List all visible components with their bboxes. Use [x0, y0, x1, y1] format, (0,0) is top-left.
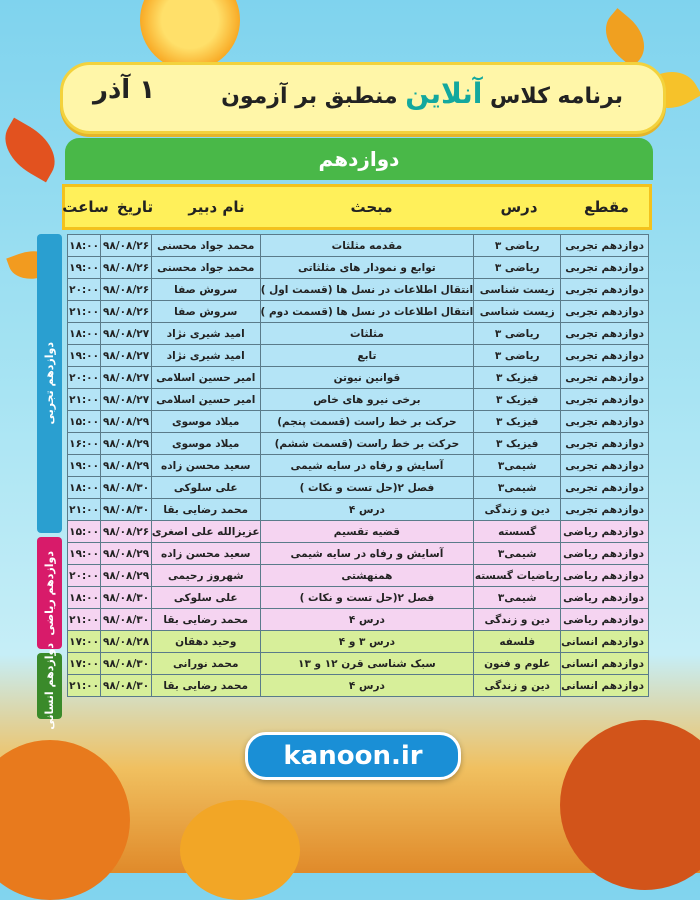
cell-teacher: محمد رضایی بقا	[151, 609, 260, 631]
cell-grade: دوازدهم تجربی	[561, 323, 649, 345]
cell-time: ۱۷:۰۰	[68, 653, 101, 675]
cell-date: ۹۸/۰۸/۲۹	[101, 455, 152, 477]
cell-lesson: فیزیک ۳	[474, 367, 561, 389]
cell-date: ۹۸/۰۸/۲۷	[101, 389, 152, 411]
leaf-decoration	[594, 8, 655, 68]
table-row	[68, 301, 649, 323]
cell-time: ۲۱:۰۰	[68, 389, 101, 411]
cell-grade: دوازدهم ریاضی	[561, 543, 649, 565]
cell-grade: دوازدهم ریاضی	[561, 565, 649, 587]
col-header-teacher: نام دبیر	[188, 198, 245, 216]
schedule-table	[67, 234, 649, 697]
cell-topic: قضیه تقسیم	[260, 521, 474, 543]
table-row	[68, 389, 649, 411]
sun-decoration	[140, 0, 240, 70]
cell-topic: توابع و نمودار های مثلثاتی	[260, 257, 474, 279]
grade-heading: دوازدهم	[65, 138, 653, 180]
cell-lesson: ریاضی ۳	[474, 235, 561, 257]
cell-teacher: شهروز رحیمی	[151, 565, 260, 587]
cell-topic: انتقال اطلاعات در نسل ها (قسمت اول )	[260, 279, 474, 301]
cell-time: ۱۹:۰۰	[68, 257, 101, 279]
group-label-riazi	[37, 537, 62, 649]
cell-time: ۱۸:۰۰	[68, 477, 101, 499]
table-row	[68, 543, 649, 565]
cell-grade: دوازدهم تجربی	[561, 279, 649, 301]
group-label-text: دوازدهم تجربی	[43, 342, 56, 425]
table-row	[68, 235, 649, 257]
cell-time: ۱۹:۰۰	[68, 345, 101, 367]
cell-lesson: فیزیک ۳	[474, 411, 561, 433]
cell-lesson: شیمی۳	[474, 543, 561, 565]
cell-date: ۹۸/۰۸/۲۹	[101, 543, 152, 565]
tree-decoration	[560, 720, 700, 890]
cell-topic: مثلثات	[260, 323, 474, 345]
cell-lesson: شیمی۳	[474, 587, 561, 609]
cell-teacher: علی سلوکی	[151, 477, 260, 499]
cell-date: ۹۸/۰۸/۳۰	[101, 587, 152, 609]
table-row	[68, 345, 649, 367]
banner-date: ۱ آذر	[93, 75, 156, 105]
cell-teacher: امیر حسین اسلامی	[151, 389, 260, 411]
cell-grade: دوازدهم تجربی	[561, 235, 649, 257]
table-row	[68, 367, 649, 389]
cell-grade: دوازدهم تجربی	[561, 345, 649, 367]
cell-teacher: امیر حسین اسلامی	[151, 367, 260, 389]
page-title	[221, 77, 623, 110]
cell-date: ۹۸/۰۸/۲۷	[101, 367, 152, 389]
cell-lesson: دین و زندگی	[474, 609, 561, 631]
table-row	[68, 565, 649, 587]
cell-teacher: میلاد موسوی	[151, 411, 260, 433]
title-part: برنامه کلاس	[490, 84, 623, 109]
table-row	[68, 587, 649, 609]
cell-time: ۲۰:۰۰	[68, 367, 101, 389]
table-row	[68, 323, 649, 345]
cell-date: ۹۸/۰۸/۳۰	[101, 653, 152, 675]
cell-grade: دوازدهم انسانی	[561, 675, 649, 697]
table-row	[68, 499, 649, 521]
cell-teacher: امید شیری نژاد	[151, 323, 260, 345]
group-label-text: دوازدهم انسانی	[43, 642, 56, 730]
cell-date: ۹۸/۰۸/۲۹	[101, 565, 152, 587]
cell-topic: سبک شناسی قرن ۱۲ و ۱۳	[260, 653, 474, 675]
col-header-grade: مقطع	[584, 198, 629, 216]
cell-grade: دوازدهم تجربی	[561, 499, 649, 521]
cell-time: ۲۱:۰۰	[68, 675, 101, 697]
cell-grade: دوازدهم تجربی	[561, 477, 649, 499]
cell-time: ۲۱:۰۰	[68, 301, 101, 323]
cell-lesson: فیزیک ۳	[474, 389, 561, 411]
cell-topic: درس ۴	[260, 609, 474, 631]
table-row	[68, 433, 649, 455]
cell-teacher: محمد رضایی بقا	[151, 499, 260, 521]
cell-grade: دوازدهم تجربی	[561, 301, 649, 323]
cell-teacher: محمد رضایی بقا	[151, 675, 260, 697]
cell-topic: درس ۴	[260, 675, 474, 697]
cell-topic: مقدمه مثلثات	[260, 235, 474, 257]
table-row	[68, 279, 649, 301]
cell-date: ۹۸/۰۸/۲۶	[101, 279, 152, 301]
cell-topic: درس ۳ و ۴	[260, 631, 474, 653]
cell-teacher: محمد جواد محسنی	[151, 235, 260, 257]
cell-time: ۱۸:۰۰	[68, 587, 101, 609]
col-header-lesson: درس	[500, 198, 538, 216]
cell-topic: انتقال اطلاعات در نسل ها (قسمت دوم )	[260, 301, 474, 323]
cell-time: ۱۵:۰۰	[68, 521, 101, 543]
cell-date: ۹۸/۰۸/۲۶	[101, 257, 152, 279]
cell-teacher: سروش صفا	[151, 301, 260, 323]
cell-date: ۹۸/۰۸/۲۸	[101, 631, 152, 653]
table-row	[68, 455, 649, 477]
cell-grade: دوازدهم ریاضی	[561, 587, 649, 609]
group-label-text: دوازدهم ریاضی	[43, 550, 56, 636]
cell-grade: دوازدهم تجربی	[561, 257, 649, 279]
table-row	[68, 631, 649, 653]
cell-lesson: فلسفه	[474, 631, 561, 653]
cell-teacher: محمد جواد محسنی	[151, 257, 260, 279]
cell-grade: دوازدهم انسانی	[561, 653, 649, 675]
table-row	[68, 257, 649, 279]
cell-teacher: عزیزالله علی اصغری	[151, 521, 260, 543]
leaf-decoration	[0, 118, 66, 183]
cell-date: ۹۸/۰۸/۳۰	[101, 477, 152, 499]
cell-time: ۱۹:۰۰	[68, 455, 101, 477]
cell-teacher: سعید محسن زاده	[151, 543, 260, 565]
cell-time: ۲۱:۰۰	[68, 609, 101, 631]
cell-grade: دوازدهم تجربی	[561, 455, 649, 477]
cell-lesson: زیست شناسی	[474, 301, 561, 323]
cell-date: ۹۸/۰۸/۲۶	[101, 301, 152, 323]
cell-lesson: علوم و فنون	[474, 653, 561, 675]
cell-date: ۹۸/۰۸/۳۰	[101, 499, 152, 521]
cell-topic: آسایش و رفاه در سایه شیمی	[260, 543, 474, 565]
cell-topic: برخی نیرو های خاص	[260, 389, 474, 411]
title-banner	[60, 62, 666, 134]
cell-topic: فصل ۲(حل تست و نکات )	[260, 587, 474, 609]
cell-topic: همنهشتی	[260, 565, 474, 587]
cell-topic: درس ۴	[260, 499, 474, 521]
cell-teacher: سعید محسن زاده	[151, 455, 260, 477]
cell-teacher: امید شیری نژاد	[151, 345, 260, 367]
cell-grade: دوازدهم تجربی	[561, 411, 649, 433]
cell-grade: دوازدهم تجربی	[561, 389, 649, 411]
col-header-topic: مبحث	[350, 198, 393, 216]
cell-lesson: شیمی۳	[474, 455, 561, 477]
cell-date: ۹۸/۰۸/۳۰	[101, 609, 152, 631]
cell-date: ۹۸/۰۸/۲۷	[101, 323, 152, 345]
cell-date: ۹۸/۰۸/۲۶	[101, 235, 152, 257]
group-label-tajrobi	[37, 234, 62, 533]
cell-date: ۹۸/۰۸/۲۹	[101, 411, 152, 433]
kanoon-logo[interactable]: kanoon.ir	[245, 732, 461, 780]
cell-date: ۹۸/۰۸/۳۰	[101, 675, 152, 697]
group-label-ensani	[37, 642, 62, 730]
tree-decoration	[180, 800, 300, 900]
cell-lesson: زیست شناسی	[474, 279, 561, 301]
cell-lesson: گسسته	[474, 521, 561, 543]
table-row	[68, 521, 649, 543]
tree-decoration	[0, 740, 130, 900]
cell-topic: تابع	[260, 345, 474, 367]
table-row	[68, 653, 649, 675]
cell-grade: دوازدهم ریاضی	[561, 521, 649, 543]
cell-date: ۹۸/۰۸/۲۶	[101, 521, 152, 543]
cell-lesson: فیزیک ۳	[474, 433, 561, 455]
cell-teacher: سروش صفا	[151, 279, 260, 301]
cell-lesson: ریاضی ۳	[474, 257, 561, 279]
cell-topic: آسایش و رفاه در سایه شیمی	[260, 455, 474, 477]
cell-time: ۱۸:۰۰	[68, 235, 101, 257]
cell-teacher: علی سلوکی	[151, 587, 260, 609]
cell-lesson: دین و زندگی	[474, 499, 561, 521]
cell-date: ۹۸/۰۸/۲۷	[101, 345, 152, 367]
cell-teacher: وحید دهقان	[151, 631, 260, 653]
cell-teacher: محمد نورانی	[151, 653, 260, 675]
cell-teacher: میلاد موسوی	[151, 433, 260, 455]
cell-time: ۲۰:۰۰	[68, 279, 101, 301]
cell-time: ۱۸:۰۰	[68, 323, 101, 345]
cell-time: ۱۶:۰۰	[68, 433, 101, 455]
cell-time: ۱۵:۰۰	[68, 411, 101, 433]
cell-time: ۲۱:۰۰	[68, 499, 101, 521]
cell-grade: دوازدهم تجربی	[561, 433, 649, 455]
cell-topic: حرکت بر خط راست (قسمت پنجم)	[260, 411, 474, 433]
col-header-time: ساعت	[62, 198, 109, 216]
table-row	[68, 411, 649, 433]
cell-lesson: شیمی۳	[474, 477, 561, 499]
table-header	[62, 184, 652, 230]
cell-time: ۱۹:۰۰	[68, 543, 101, 565]
cell-lesson: ریاضی ۳	[474, 323, 561, 345]
cell-grade: دوازدهم انسانی	[561, 631, 649, 653]
cell-grade: دوازدهم ریاضی	[561, 609, 649, 631]
cell-topic: فصل ۲(حل تست و نکات )	[260, 477, 474, 499]
table-row	[68, 675, 649, 697]
cell-time: ۱۷:۰۰	[68, 631, 101, 653]
cell-lesson: ریاضی ۳	[474, 345, 561, 367]
cell-time: ۲۰:۰۰	[68, 565, 101, 587]
cell-grade: دوازدهم تجربی	[561, 367, 649, 389]
cell-topic: حرکت بر خط راست (قسمت ششم)	[260, 433, 474, 455]
cell-lesson: ریاضیات گسسته	[474, 565, 561, 587]
cell-topic: قوانین نیوتن	[260, 367, 474, 389]
table-row	[68, 609, 649, 631]
col-header-date: تاریخ	[116, 198, 154, 216]
cell-date: ۹۸/۰۸/۲۹	[101, 433, 152, 455]
title-part: منطبق بر آزمون	[221, 84, 398, 109]
table-row	[68, 477, 649, 499]
title-highlight: آنلاین	[405, 77, 483, 110]
cell-lesson: دین و زندگی	[474, 675, 561, 697]
